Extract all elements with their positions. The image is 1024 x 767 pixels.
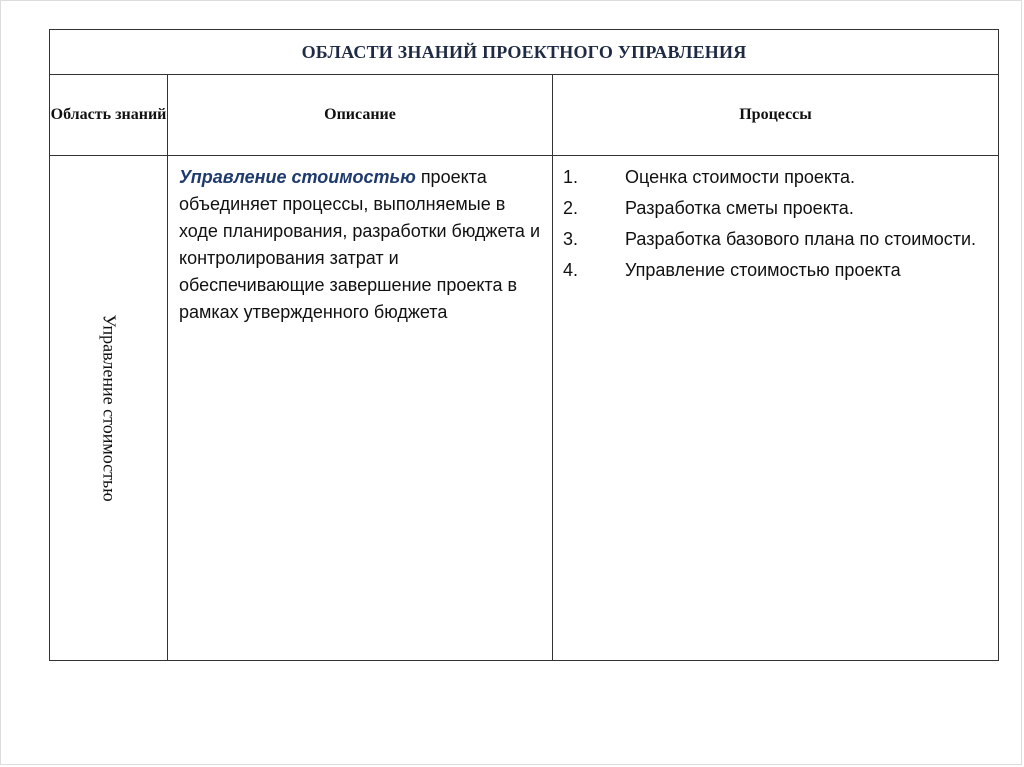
table-row	[50, 156, 999, 661]
processes-cell	[553, 156, 999, 661]
area-cell	[50, 156, 168, 661]
area-name: Управление стоимостью	[99, 314, 119, 502]
process-number: 2.	[563, 198, 579, 218]
process-list	[563, 164, 988, 284]
list-item	[563, 164, 988, 191]
list-item	[563, 257, 988, 284]
process-text: Оценка стоимости проекта.	[625, 167, 856, 187]
list-item	[563, 226, 988, 253]
process-text: Разработка базового плана по стоимости.	[625, 229, 977, 249]
header-description: Описание	[168, 75, 553, 156]
process-number: 4.	[563, 260, 579, 280]
process-text: Разработка сметы проекта.	[625, 198, 854, 218]
description-emphasis: Управление стоимостью	[179, 167, 416, 187]
description-text: проекта объединяет процессы, выполняемые в ходе планирования, разработки бюджета и контролирования затрат и обеспечивающие завершение проекта в рамках утвержденного бюджета	[179, 167, 540, 322]
knowledge-areas-table	[49, 29, 999, 661]
header-area: Область знаний	[50, 75, 168, 156]
process-number: 1.	[563, 167, 579, 187]
list-item	[563, 195, 988, 222]
process-text: Управление стоимостью проекта	[625, 260, 901, 280]
description-cell	[168, 156, 553, 661]
table-title: ОБЛАСТИ ЗНАНИЙ ПРОЕКТНОГО УПРАВЛЕНИЯ	[50, 30, 999, 75]
process-number: 3.	[563, 229, 579, 249]
header-processes: Процессы	[553, 75, 999, 156]
